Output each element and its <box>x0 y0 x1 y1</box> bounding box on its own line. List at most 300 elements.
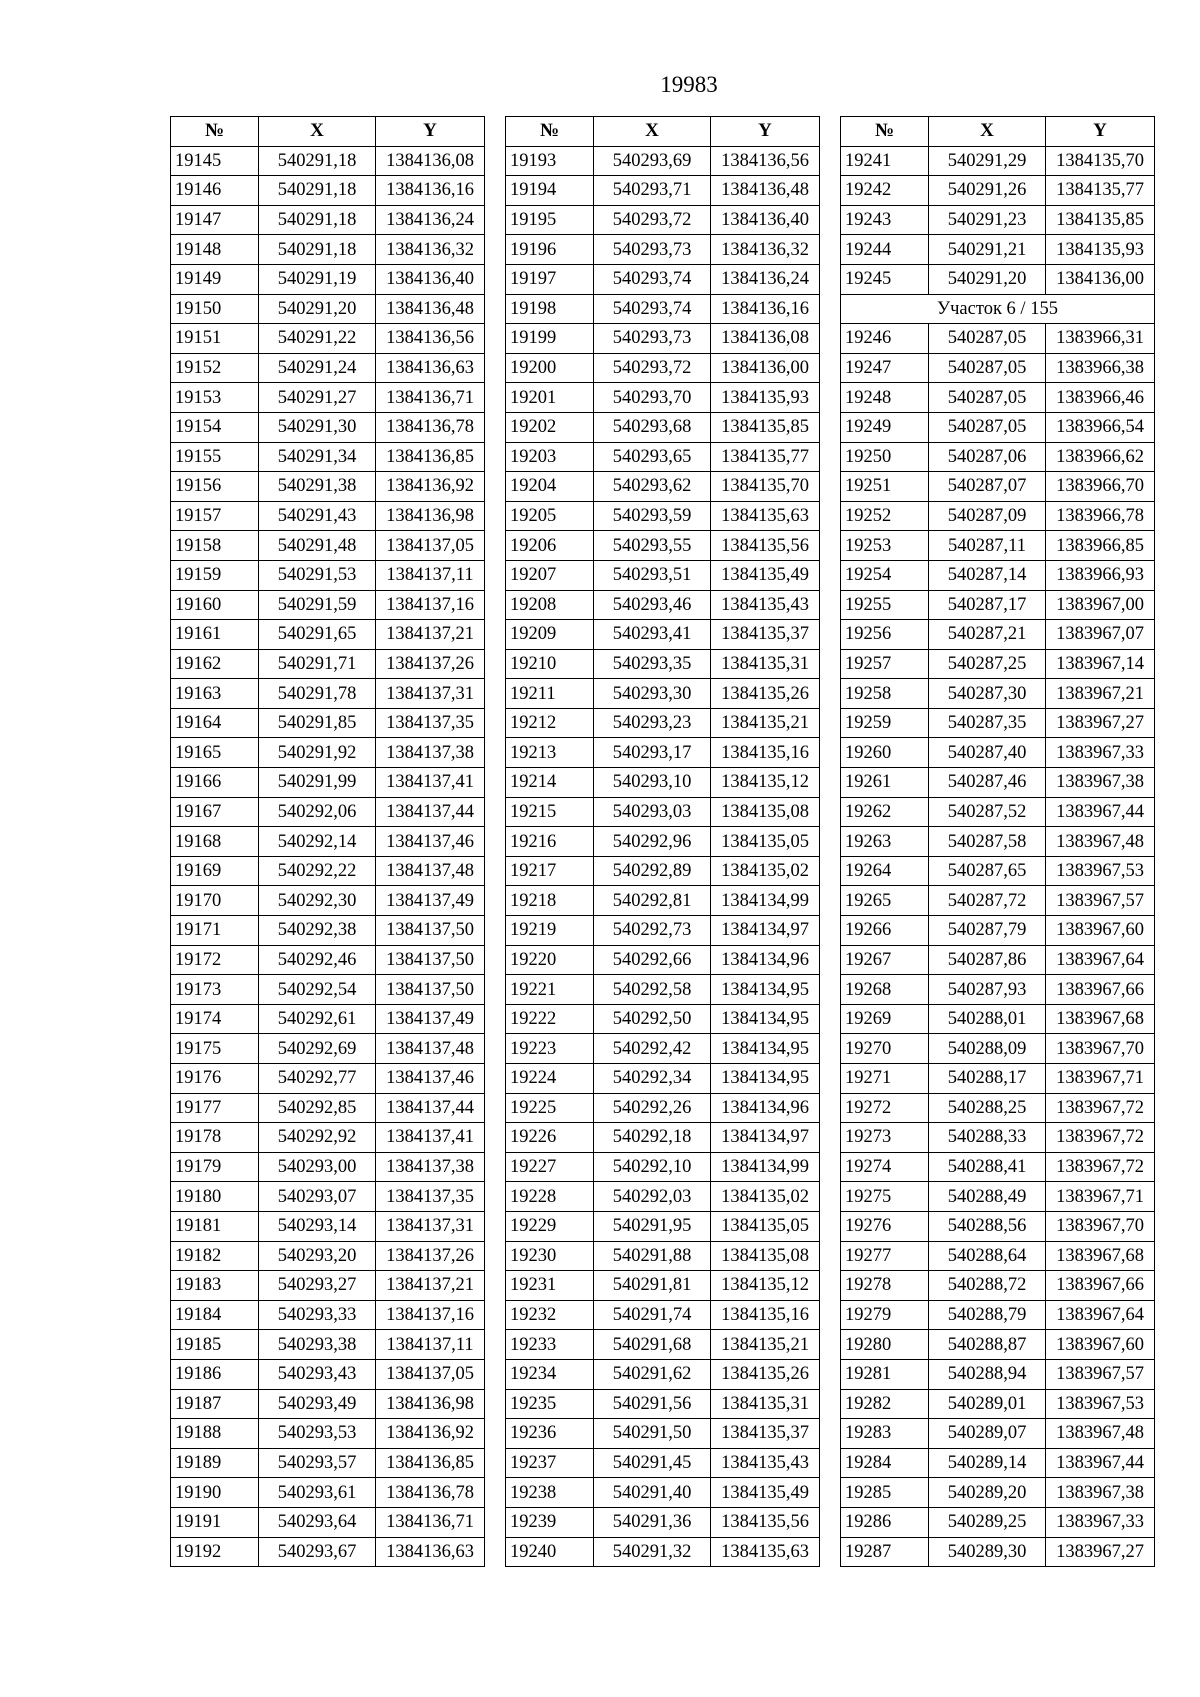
table-row <box>171 1300 485 1330</box>
table-row <box>841 856 1155 886</box>
point-number-cell: 19246 <box>841 324 929 354</box>
x-coordinate-cell: 540293,33 <box>259 1300 376 1330</box>
table-row <box>171 412 485 442</box>
y-coordinate-cell: 1384135,21 <box>711 708 820 738</box>
y-coordinate-cell: 1384135,02 <box>711 1182 820 1212</box>
column-header-x: X <box>929 117 1046 147</box>
y-coordinate-cell: 1383967,68 <box>1046 1004 1155 1034</box>
point-number-cell: 19236 <box>506 1419 594 1449</box>
x-coordinate-cell: 540293,71 <box>594 176 711 206</box>
x-coordinate-cell: 540291,22 <box>259 324 376 354</box>
table-row <box>841 1478 1155 1508</box>
table-row <box>171 768 485 798</box>
point-number-cell: 19213 <box>506 738 594 768</box>
point-number-cell: 19153 <box>171 383 259 413</box>
point-number-cell: 19191 <box>171 1507 259 1537</box>
point-number-cell: 19163 <box>171 679 259 709</box>
table-row <box>506 1034 820 1064</box>
table-row <box>506 353 820 383</box>
table-row <box>841 590 1155 620</box>
x-coordinate-cell: 540292,22 <box>259 856 376 886</box>
table-row <box>506 1241 820 1271</box>
point-number-cell: 19255 <box>841 590 929 620</box>
y-coordinate-cell: 1384135,21 <box>711 1330 820 1360</box>
x-coordinate-cell: 540293,03 <box>594 797 711 827</box>
point-number-cell: 19148 <box>171 235 259 265</box>
table-row <box>171 1448 485 1478</box>
table-row <box>506 1478 820 1508</box>
table-row <box>171 1152 485 1182</box>
x-coordinate-cell: 540292,96 <box>594 827 711 857</box>
x-coordinate-cell: 540291,81 <box>594 1271 711 1301</box>
point-number-cell: 19160 <box>171 590 259 620</box>
point-number-cell: 19263 <box>841 827 929 857</box>
y-coordinate-cell: 1384137,41 <box>376 1123 485 1153</box>
x-coordinate-cell: 540287,05 <box>929 383 1046 413</box>
point-number-cell: 19253 <box>841 531 929 561</box>
table-row <box>171 856 485 886</box>
table-row <box>506 1419 820 1449</box>
table-row <box>506 738 820 768</box>
table-row <box>506 205 820 235</box>
y-coordinate-cell: 1384135,37 <box>711 620 820 650</box>
y-coordinate-cell: 1384137,49 <box>376 1004 485 1034</box>
y-coordinate-cell: 1384136,08 <box>376 146 485 176</box>
y-coordinate-cell: 1384135,31 <box>711 649 820 679</box>
table-row <box>171 1537 485 1567</box>
x-coordinate-cell: 540288,49 <box>929 1182 1046 1212</box>
table-row <box>506 649 820 679</box>
point-number-cell: 19266 <box>841 916 929 946</box>
table-row <box>841 383 1155 413</box>
y-coordinate-cell: 1384135,49 <box>711 560 820 590</box>
point-number-cell: 19283 <box>841 1419 929 1449</box>
x-coordinate-cell: 540288,25 <box>929 1093 1046 1123</box>
y-coordinate-cell: 1383967,33 <box>1046 1507 1155 1537</box>
y-coordinate-cell: 1384135,12 <box>711 1271 820 1301</box>
y-coordinate-cell: 1384135,70 <box>711 472 820 502</box>
point-number-cell: 19252 <box>841 501 929 531</box>
y-coordinate-cell: 1384135,16 <box>711 738 820 768</box>
point-number-cell: 19273 <box>841 1123 929 1153</box>
table-row <box>171 886 485 916</box>
y-coordinate-cell: 1384135,85 <box>711 412 820 442</box>
x-coordinate-cell: 540291,20 <box>929 264 1046 294</box>
y-coordinate-cell: 1384136,08 <box>711 324 820 354</box>
table-row <box>506 501 820 531</box>
point-number-cell: 19192 <box>171 1537 259 1567</box>
x-coordinate-cell: 540293,62 <box>594 472 711 502</box>
y-coordinate-cell: 1384137,21 <box>376 620 485 650</box>
column-header-y: Y <box>376 117 485 147</box>
table-row <box>506 1359 820 1389</box>
x-coordinate-cell: 540288,33 <box>929 1123 1046 1153</box>
y-coordinate-cell: 1383967,64 <box>1046 1300 1155 1330</box>
x-coordinate-cell: 540292,54 <box>259 975 376 1005</box>
y-coordinate-cell: 1383966,38 <box>1046 353 1155 383</box>
point-number-cell: 19221 <box>506 975 594 1005</box>
y-coordinate-cell: 1384137,26 <box>376 1241 485 1271</box>
x-coordinate-cell: 540291,99 <box>259 768 376 798</box>
table-row <box>171 205 485 235</box>
coordinate-tables <box>170 116 1147 1587</box>
column-header-x: X <box>259 117 376 147</box>
y-coordinate-cell: 1384134,95 <box>711 1034 820 1064</box>
table-row <box>171 353 485 383</box>
y-coordinate-cell: 1384136,78 <box>376 1478 485 1508</box>
x-coordinate-cell: 540293,30 <box>594 679 711 709</box>
y-coordinate-cell: 1384135,08 <box>711 1241 820 1271</box>
y-coordinate-cell: 1383967,57 <box>1046 886 1155 916</box>
y-coordinate-cell: 1384136,48 <box>376 294 485 324</box>
y-coordinate-cell: 1383967,72 <box>1046 1152 1155 1182</box>
table-row <box>171 1211 485 1241</box>
point-number-cell: 19155 <box>171 442 259 472</box>
table-row <box>841 235 1155 265</box>
x-coordinate-cell: 540287,09 <box>929 501 1046 531</box>
table-row <box>171 1419 485 1449</box>
table-row <box>506 294 820 324</box>
point-number-cell: 19254 <box>841 560 929 590</box>
point-number-cell: 19150 <box>171 294 259 324</box>
table-row <box>841 1419 1155 1449</box>
point-number-cell: 19162 <box>171 649 259 679</box>
y-coordinate-cell: 1384137,41 <box>376 768 485 798</box>
point-number-cell: 19176 <box>171 1064 259 1094</box>
table-row <box>841 205 1155 235</box>
table-row <box>841 1064 1155 1094</box>
table-row <box>171 1241 485 1271</box>
x-coordinate-cell: 540293,53 <box>259 1419 376 1449</box>
table-row <box>171 916 485 946</box>
x-coordinate-cell: 540291,92 <box>259 738 376 768</box>
point-number-cell: 19240 <box>506 1537 594 1567</box>
table-row <box>841 679 1155 709</box>
x-coordinate-cell: 540293,67 <box>259 1537 376 1567</box>
column-header-y: Y <box>711 117 820 147</box>
x-coordinate-cell: 540288,64 <box>929 1241 1046 1271</box>
y-coordinate-cell: 1383967,66 <box>1046 1271 1155 1301</box>
table-row <box>841 916 1155 946</box>
x-coordinate-cell: 540287,05 <box>929 412 1046 442</box>
point-number-cell: 19233 <box>506 1330 594 1360</box>
x-coordinate-cell: 540287,46 <box>929 768 1046 798</box>
point-number-cell: 19224 <box>506 1064 594 1094</box>
x-coordinate-cell: 540292,69 <box>259 1034 376 1064</box>
point-number-cell: 19216 <box>506 827 594 857</box>
point-number-cell: 19264 <box>841 856 929 886</box>
x-coordinate-cell: 540293,35 <box>594 649 711 679</box>
point-number-cell: 19198 <box>506 294 594 324</box>
point-number-cell: 19164 <box>171 708 259 738</box>
table-row <box>841 1093 1155 1123</box>
table-row <box>171 1034 485 1064</box>
y-coordinate-cell: 1384136,71 <box>376 383 485 413</box>
point-number-cell: 19229 <box>506 1211 594 1241</box>
x-coordinate-cell: 540291,40 <box>594 1478 711 1508</box>
x-coordinate-cell: 540288,72 <box>929 1271 1046 1301</box>
table-row <box>171 975 485 1005</box>
table-row <box>506 1507 820 1537</box>
y-coordinate-cell: 1383967,72 <box>1046 1123 1155 1153</box>
y-coordinate-cell: 1384136,24 <box>376 205 485 235</box>
table-row <box>841 412 1155 442</box>
x-coordinate-cell: 540291,18 <box>259 205 376 235</box>
x-coordinate-cell: 540293,55 <box>594 531 711 561</box>
point-number-cell: 19279 <box>841 1300 929 1330</box>
point-number-cell: 19271 <box>841 1064 929 1094</box>
coordinate-table-2 <box>505 116 820 1567</box>
point-number-cell: 19269 <box>841 1004 929 1034</box>
y-coordinate-cell: 1384136,00 <box>711 353 820 383</box>
column-header-number: № <box>841 117 929 147</box>
point-number-cell: 19145 <box>171 146 259 176</box>
point-number-cell: 19166 <box>171 768 259 798</box>
table-row <box>506 1152 820 1182</box>
y-coordinate-cell: 1384135,77 <box>711 442 820 472</box>
table-row <box>841 1359 1155 1389</box>
y-coordinate-cell: 1383967,14 <box>1046 649 1155 679</box>
table-row <box>841 975 1155 1005</box>
y-coordinate-cell: 1383967,53 <box>1046 1389 1155 1419</box>
x-coordinate-cell: 540291,21 <box>929 235 1046 265</box>
point-number-cell: 19232 <box>506 1300 594 1330</box>
point-number-cell: 19158 <box>171 531 259 561</box>
y-coordinate-cell: 1384136,56 <box>376 324 485 354</box>
point-number-cell: 19194 <box>506 176 594 206</box>
table-row <box>506 620 820 650</box>
table-row <box>506 590 820 620</box>
table-row <box>841 1300 1155 1330</box>
y-coordinate-cell: 1383966,93 <box>1046 560 1155 590</box>
y-coordinate-cell: 1384135,63 <box>711 501 820 531</box>
y-coordinate-cell: 1383967,72 <box>1046 1093 1155 1123</box>
table-row <box>841 1330 1155 1360</box>
x-coordinate-cell: 540287,58 <box>929 827 1046 857</box>
point-number-cell: 19280 <box>841 1330 929 1360</box>
y-coordinate-cell: 1384136,16 <box>376 176 485 206</box>
y-coordinate-cell: 1384135,31 <box>711 1389 820 1419</box>
point-number-cell: 19231 <box>506 1271 594 1301</box>
table-row <box>841 649 1155 679</box>
table-header-row <box>171 117 485 147</box>
y-coordinate-cell: 1384137,46 <box>376 827 485 857</box>
point-number-cell: 19223 <box>506 1034 594 1064</box>
point-number-cell: 19281 <box>841 1359 929 1389</box>
y-coordinate-cell: 1384136,85 <box>376 442 485 472</box>
table-row <box>841 324 1155 354</box>
x-coordinate-cell: 540292,85 <box>259 1093 376 1123</box>
point-number-cell: 19215 <box>506 797 594 827</box>
y-coordinate-cell: 1384136,92 <box>376 1419 485 1449</box>
y-coordinate-cell: 1383966,85 <box>1046 531 1155 561</box>
x-coordinate-cell: 540291,18 <box>259 235 376 265</box>
y-coordinate-cell: 1383967,27 <box>1046 708 1155 738</box>
point-number-cell: 19204 <box>506 472 594 502</box>
y-coordinate-cell: 1384137,50 <box>376 975 485 1005</box>
y-coordinate-cell: 1384134,99 <box>711 886 820 916</box>
x-coordinate-cell: 540293,14 <box>259 1211 376 1241</box>
x-coordinate-cell: 540292,14 <box>259 827 376 857</box>
table-row <box>841 442 1155 472</box>
table-row <box>171 531 485 561</box>
x-coordinate-cell: 540291,29 <box>929 146 1046 176</box>
point-number-cell: 19179 <box>171 1152 259 1182</box>
table-row <box>506 916 820 946</box>
point-number-cell: 19242 <box>841 176 929 206</box>
y-coordinate-cell: 1383966,62 <box>1046 442 1155 472</box>
point-number-cell: 19193 <box>506 146 594 176</box>
y-coordinate-cell: 1383966,31 <box>1046 324 1155 354</box>
x-coordinate-cell: 540287,52 <box>929 797 1046 827</box>
point-number-cell: 19234 <box>506 1359 594 1389</box>
point-number-cell: 19186 <box>171 1359 259 1389</box>
point-number-cell: 19147 <box>171 205 259 235</box>
point-number-cell: 19274 <box>841 1152 929 1182</box>
y-coordinate-cell: 1384137,49 <box>376 886 485 916</box>
point-number-cell: 19184 <box>171 1300 259 1330</box>
point-number-cell: 19169 <box>171 856 259 886</box>
point-number-cell: 19256 <box>841 620 929 650</box>
x-coordinate-cell: 540293,57 <box>259 1448 376 1478</box>
point-number-cell: 19190 <box>171 1478 259 1508</box>
x-coordinate-cell: 540291,56 <box>594 1389 711 1419</box>
page-number: 19983 <box>660 72 718 97</box>
point-number-cell: 19258 <box>841 679 929 709</box>
table-row <box>171 1093 485 1123</box>
point-number-cell: 19245 <box>841 264 929 294</box>
x-coordinate-cell: 540291,36 <box>594 1507 711 1537</box>
x-coordinate-cell: 540291,71 <box>259 649 376 679</box>
table-row <box>171 649 485 679</box>
x-coordinate-cell: 540288,56 <box>929 1211 1046 1241</box>
y-coordinate-cell: 1383966,78 <box>1046 501 1155 531</box>
point-number-cell: 19285 <box>841 1478 929 1508</box>
x-coordinate-cell: 540292,34 <box>594 1064 711 1094</box>
table-header-row <box>841 117 1155 147</box>
y-coordinate-cell: 1384135,56 <box>711 531 820 561</box>
table-row <box>171 560 485 590</box>
y-coordinate-cell: 1384134,97 <box>711 916 820 946</box>
x-coordinate-cell: 540287,25 <box>929 649 1046 679</box>
y-coordinate-cell: 1384134,99 <box>711 1152 820 1182</box>
table-row <box>171 738 485 768</box>
x-coordinate-cell: 540291,95 <box>594 1211 711 1241</box>
table-row <box>841 353 1155 383</box>
y-coordinate-cell: 1384136,71 <box>376 1507 485 1537</box>
x-coordinate-cell: 540293,72 <box>594 205 711 235</box>
x-coordinate-cell: 540287,21 <box>929 620 1046 650</box>
y-coordinate-cell: 1384135,85 <box>1046 205 1155 235</box>
point-number-cell: 19267 <box>841 945 929 975</box>
point-number-cell: 19161 <box>171 620 259 650</box>
point-number-cell: 19189 <box>171 1448 259 1478</box>
table-row <box>841 560 1155 590</box>
table-row <box>841 827 1155 857</box>
x-coordinate-cell: 540292,66 <box>594 945 711 975</box>
point-number-cell: 19195 <box>506 205 594 235</box>
point-number-cell: 19168 <box>171 827 259 857</box>
y-coordinate-cell: 1384136,98 <box>376 501 485 531</box>
y-coordinate-cell: 1383967,70 <box>1046 1034 1155 1064</box>
x-coordinate-cell: 540293,20 <box>259 1241 376 1271</box>
y-coordinate-cell: 1384137,16 <box>376 590 485 620</box>
y-coordinate-cell: 1384135,26 <box>711 679 820 709</box>
table-row <box>841 1211 1155 1241</box>
x-coordinate-cell: 540292,06 <box>259 797 376 827</box>
x-coordinate-cell: 540292,61 <box>259 1004 376 1034</box>
x-coordinate-cell: 540293,73 <box>594 235 711 265</box>
y-coordinate-cell: 1384137,38 <box>376 1152 485 1182</box>
x-coordinate-cell: 540291,48 <box>259 531 376 561</box>
y-coordinate-cell: 1384135,08 <box>711 797 820 827</box>
x-coordinate-cell: 540291,18 <box>259 176 376 206</box>
point-number-cell: 19243 <box>841 205 929 235</box>
x-coordinate-cell: 540287,05 <box>929 353 1046 383</box>
point-number-cell: 19220 <box>506 945 594 975</box>
table-row <box>171 442 485 472</box>
y-coordinate-cell: 1383967,53 <box>1046 856 1155 886</box>
x-coordinate-cell: 540293,72 <box>594 353 711 383</box>
point-number-cell: 19222 <box>506 1004 594 1034</box>
point-number-cell: 19170 <box>171 886 259 916</box>
x-coordinate-cell: 540287,86 <box>929 945 1046 975</box>
y-coordinate-cell: 1384135,70 <box>1046 146 1155 176</box>
x-coordinate-cell: 540292,38 <box>259 916 376 946</box>
x-coordinate-cell: 540288,09 <box>929 1034 1046 1064</box>
y-coordinate-cell: 1384137,50 <box>376 945 485 975</box>
point-number-cell: 19205 <box>506 501 594 531</box>
table-row <box>171 797 485 827</box>
y-coordinate-cell: 1384135,16 <box>711 1300 820 1330</box>
x-coordinate-cell: 540287,06 <box>929 442 1046 472</box>
y-coordinate-cell: 1384137,48 <box>376 1034 485 1064</box>
x-coordinate-cell: 540292,46 <box>259 945 376 975</box>
y-coordinate-cell: 1384135,56 <box>711 1507 820 1537</box>
y-coordinate-cell: 1384136,32 <box>376 235 485 265</box>
table-row <box>506 679 820 709</box>
y-coordinate-cell: 1384134,95 <box>711 975 820 1005</box>
y-coordinate-cell: 1383967,70 <box>1046 1211 1155 1241</box>
point-number-cell: 19173 <box>171 975 259 1005</box>
point-number-cell: 19249 <box>841 412 929 442</box>
table-row <box>171 176 485 206</box>
point-number-cell: 19248 <box>841 383 929 413</box>
table-row <box>506 975 820 1005</box>
table-row <box>506 1123 820 1153</box>
y-coordinate-cell: 1383967,33 <box>1046 738 1155 768</box>
x-coordinate-cell: 540291,38 <box>259 472 376 502</box>
table-row <box>171 1478 485 1508</box>
table-row <box>506 1330 820 1360</box>
x-coordinate-cell: 540291,78 <box>259 679 376 709</box>
table-row <box>841 264 1155 294</box>
table-row <box>841 768 1155 798</box>
table-row <box>506 235 820 265</box>
y-coordinate-cell: 1384136,40 <box>711 205 820 235</box>
table-row <box>171 708 485 738</box>
table-row <box>171 235 485 265</box>
table-row <box>841 1271 1155 1301</box>
point-number-cell: 19214 <box>506 768 594 798</box>
point-number-cell: 19239 <box>506 1507 594 1537</box>
table-row <box>841 945 1155 975</box>
table-row <box>171 472 485 502</box>
table-row <box>506 856 820 886</box>
y-coordinate-cell: 1383967,38 <box>1046 1478 1155 1508</box>
y-coordinate-cell: 1384135,05 <box>711 1211 820 1241</box>
x-coordinate-cell: 540292,03 <box>594 1182 711 1212</box>
